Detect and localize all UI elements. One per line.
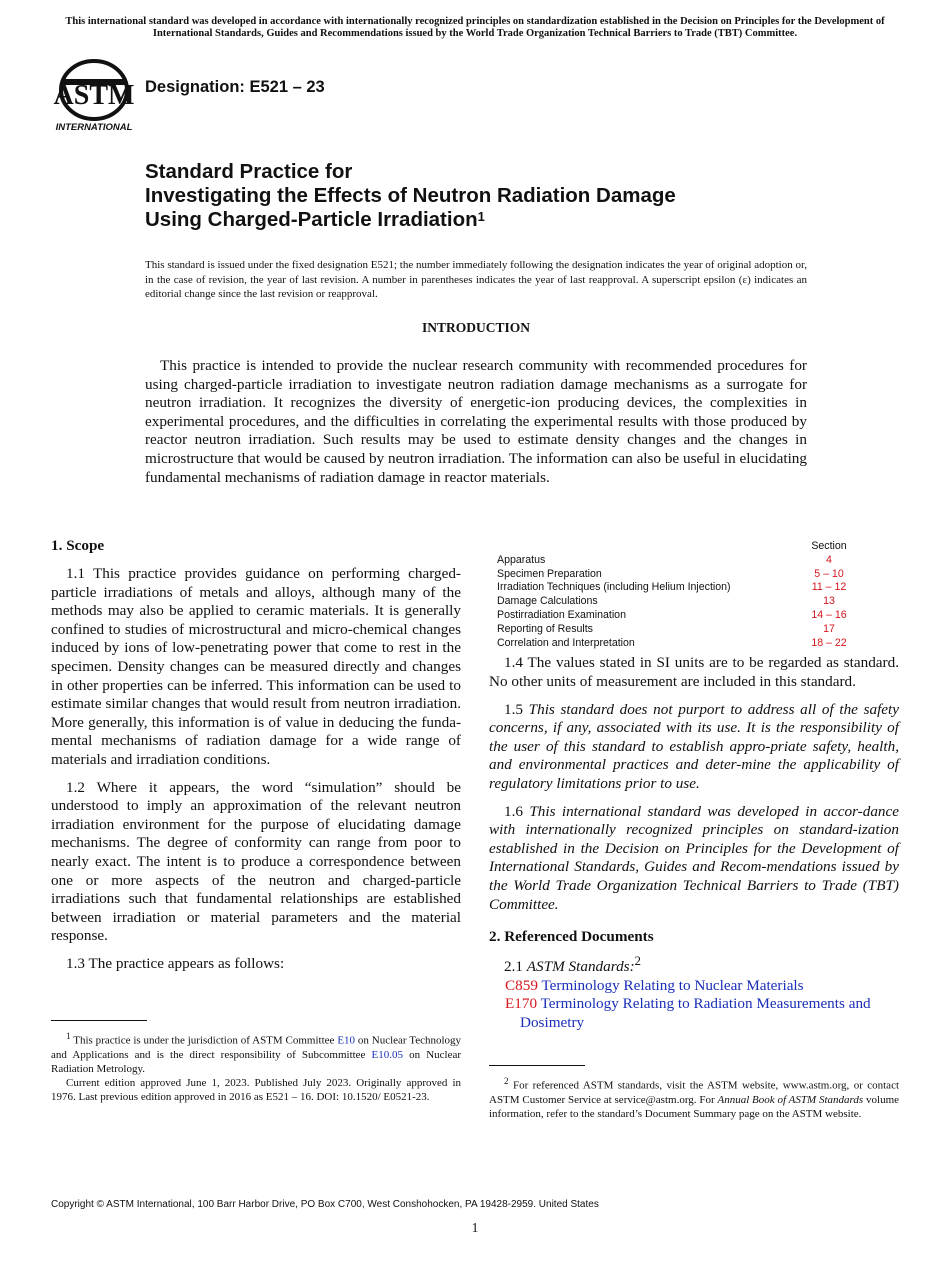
document-title: [145, 160, 845, 232]
toc-section-link[interactable]: 13: [823, 595, 835, 608]
right-column: [489, 540, 900, 1120]
copyright: Copyright © ASTM International, 100 Barr Harbor Drive, PO Box C700, West Conshohocken, PA 19428-2959. United States: [51, 1199, 599, 1210]
scope-heading: 1. Scope: [51, 537, 105, 554]
toc-section-link[interactable]: 5 – 10: [814, 567, 844, 580]
introduction-heading: INTRODUCTION: [421, 320, 530, 335]
svg-text:INTERNATIONAL: INTERNATIONAL: [55, 122, 133, 132]
introduction-text: This practice is intended to provide the nuclear research community with recommended procedures for using charged-particle irradiation to investigate neutron radiation damage mechanisms as a surrogate for neutron irradiation. It recognizes the diversity of energetic-ion producing devices, the complexities in experimental procedures, and the difficulties in correlating the experimental results with those produced by reactor neutron irradiation. Such results may be used to estimate density changes and the changes in microstructure that would be caused by neutron irradiation. The information can also be useful in elucidating fundamental mechanisms of radiation damage in reactor materials.: [145, 357, 807, 486]
contents-table: [497, 540, 867, 650]
toc-section-link[interactable]: 14 – 16: [811, 608, 847, 621]
toc-row: Irradiation Techniques (including Helium Injection) 11 – 12: [497, 581, 867, 595]
toc-section-link[interactable]: 11 – 12: [811, 581, 847, 594]
paragraph-2-1: 2.1 ASTM Standards:$^2$: [504, 954, 641, 976]
committee-e10-link[interactable]: E10: [337, 1034, 356, 1047]
title-line-2: Investigating the Effects of Neutron Radiation Damage: [145, 184, 676, 207]
toc-row: Specimen Preparation 5 – 10: [497, 568, 867, 582]
footnote-1: $^1$ This practice is under the jurisdiction of ASTM Committee E10 on Nuclear Technology and Applications and is the direct responsibility of Subcommittee E10.05 on Nuclear Radiation Metrology.: [51, 1031, 462, 1075]
toc-section-link[interactable]: 4: [826, 553, 832, 566]
top-notice: This international standard was developed in accordance with internationally recognized principles on standardization established in the Decision on Principles for the Development of International Standards, Guides and Recommendations issued by the World Trade Organization Technical Barriers to Trade (TBT) Committee.: [65, 16, 885, 39]
svg-text:ASTM: ASTM: [53, 80, 135, 111]
left-column: [51, 537, 462, 1103]
toc-row: Postirradiation Examination 14 – 16: [497, 609, 867, 623]
astm-logo: [52, 58, 136, 132]
paragraph-1-5: 1.5 This standard does not purport to address all of the safety concerns, if any, associated with its use. It is the responsibility of the user of this standard to establish appro-priate safety, health, and environmental practices and deter-mine the applicability of regulatory limitations prior to use.: [489, 700, 900, 792]
designation: Designation: E521 – 23: [145, 78, 325, 96]
toc-row: Damage Calculations 13: [497, 595, 867, 609]
paragraph-1-1: 1.1 This practice provides guidance on performing charged-particle irradiations of metals and alloys, although many of the methods may also be applied to ceramic materials. It is generally confined to studies of microstructural and micro-chemical changes induced by ions of low-penetrating power that come to rest in the specimen. Density changes can be measured directly and changes in other properties can be inferred. This information can be used to estimate similar changes that would result from neutron irradiation. More generally, this information is of value in deducing the funda-mental mechanisms of radiation damage for a wide range of materials and irradiation conditions.: [51, 565, 461, 768]
paragraph-1-3: 1.3 The practice appears as follows:: [66, 954, 285, 972]
paragraph-1-4: 1.4 The values stated in SI units are to be regarded as standard. No other units of measurement are included in this standard.: [489, 654, 899, 690]
toc-row: Reporting of Results 17: [497, 623, 867, 637]
reference-e170[interactable]: E170 Terminology Relating to Radiation Measurements and Dosimetry: [505, 995, 871, 1031]
toc-section-link[interactable]: 17: [823, 622, 835, 635]
footnote-edition: Current edition approved June 1, 2023. Published July 2023. Originally approved in 1976. Last previous edition approved in 2016 as E521 – 16. DOI: 10.1520/ E0521-23.: [51, 1076, 461, 1103]
paragraph-1-6: 1.6 This international standard was developed in accor-dance with internationally recognized principles on standard-ization established in the Decision on Principles for the Development of International Standards, Guides and Recom-mendations issued by the World Trade Organization Technical Barriers to Trade (TBT) Committee.: [489, 802, 900, 913]
toc-row: Correlation and Interpretation 18 – 22: [497, 637, 867, 651]
page-number: 1: [471, 1220, 479, 1235]
footnote-rule: [51, 1020, 147, 1021]
paragraph-1-2: 1.2 Where it appears, the word “simulation” should be understood to imply an approximation of the relevant neutron irradiation environment for the purpose of elucidating damage mechanisms. The degree of conformity can range from poor to nearly exact. The intent is to produce a correspondence between one or more aspects of the neutron and charged-particle irradiations such that fundamental relationships are established between irradiation or material parameters and the material response.: [51, 778, 461, 945]
reference-c859[interactable]: C859 Terminology Relating to Nuclear Materials: [505, 976, 804, 994]
toc-section-link[interactable]: 18 – 22: [811, 636, 847, 649]
title-line-1: Standard Practice for: [145, 160, 353, 183]
referenced-documents-heading: 2. Referenced Documents: [489, 928, 654, 946]
title-footnote-mark: 1: [477, 209, 485, 224]
contents-table-header: Section: [811, 540, 847, 552]
toc-row: Apparatus 4: [497, 554, 867, 568]
subcommittee-e10-05-link[interactable]: E10.05: [371, 1048, 404, 1061]
issue-note: This standard is issued under the fixed designation E521; the number immediately following the designation indicates the year of original adoption or, in the case of revision, the year of last revision. A number in parentheses indicates the year of last reapproval. A superscript epsilon (ε) indicates an editorial change since the last revision or reapproval.: [145, 259, 807, 300]
title-line-3: Using Charged-Particle Irradiation$^1$: [145, 208, 485, 231]
footnote-rule: [489, 1065, 585, 1066]
footnote-2: $^2$ For referenced ASTM standards, visit the ASTM website, www.astm.org, or contact ASTM Customer Service at service@astm.org. For Annual Book of ASTM Standards volume information, refer to the standard’s Document Summary page on the ASTM website.: [489, 1076, 900, 1120]
